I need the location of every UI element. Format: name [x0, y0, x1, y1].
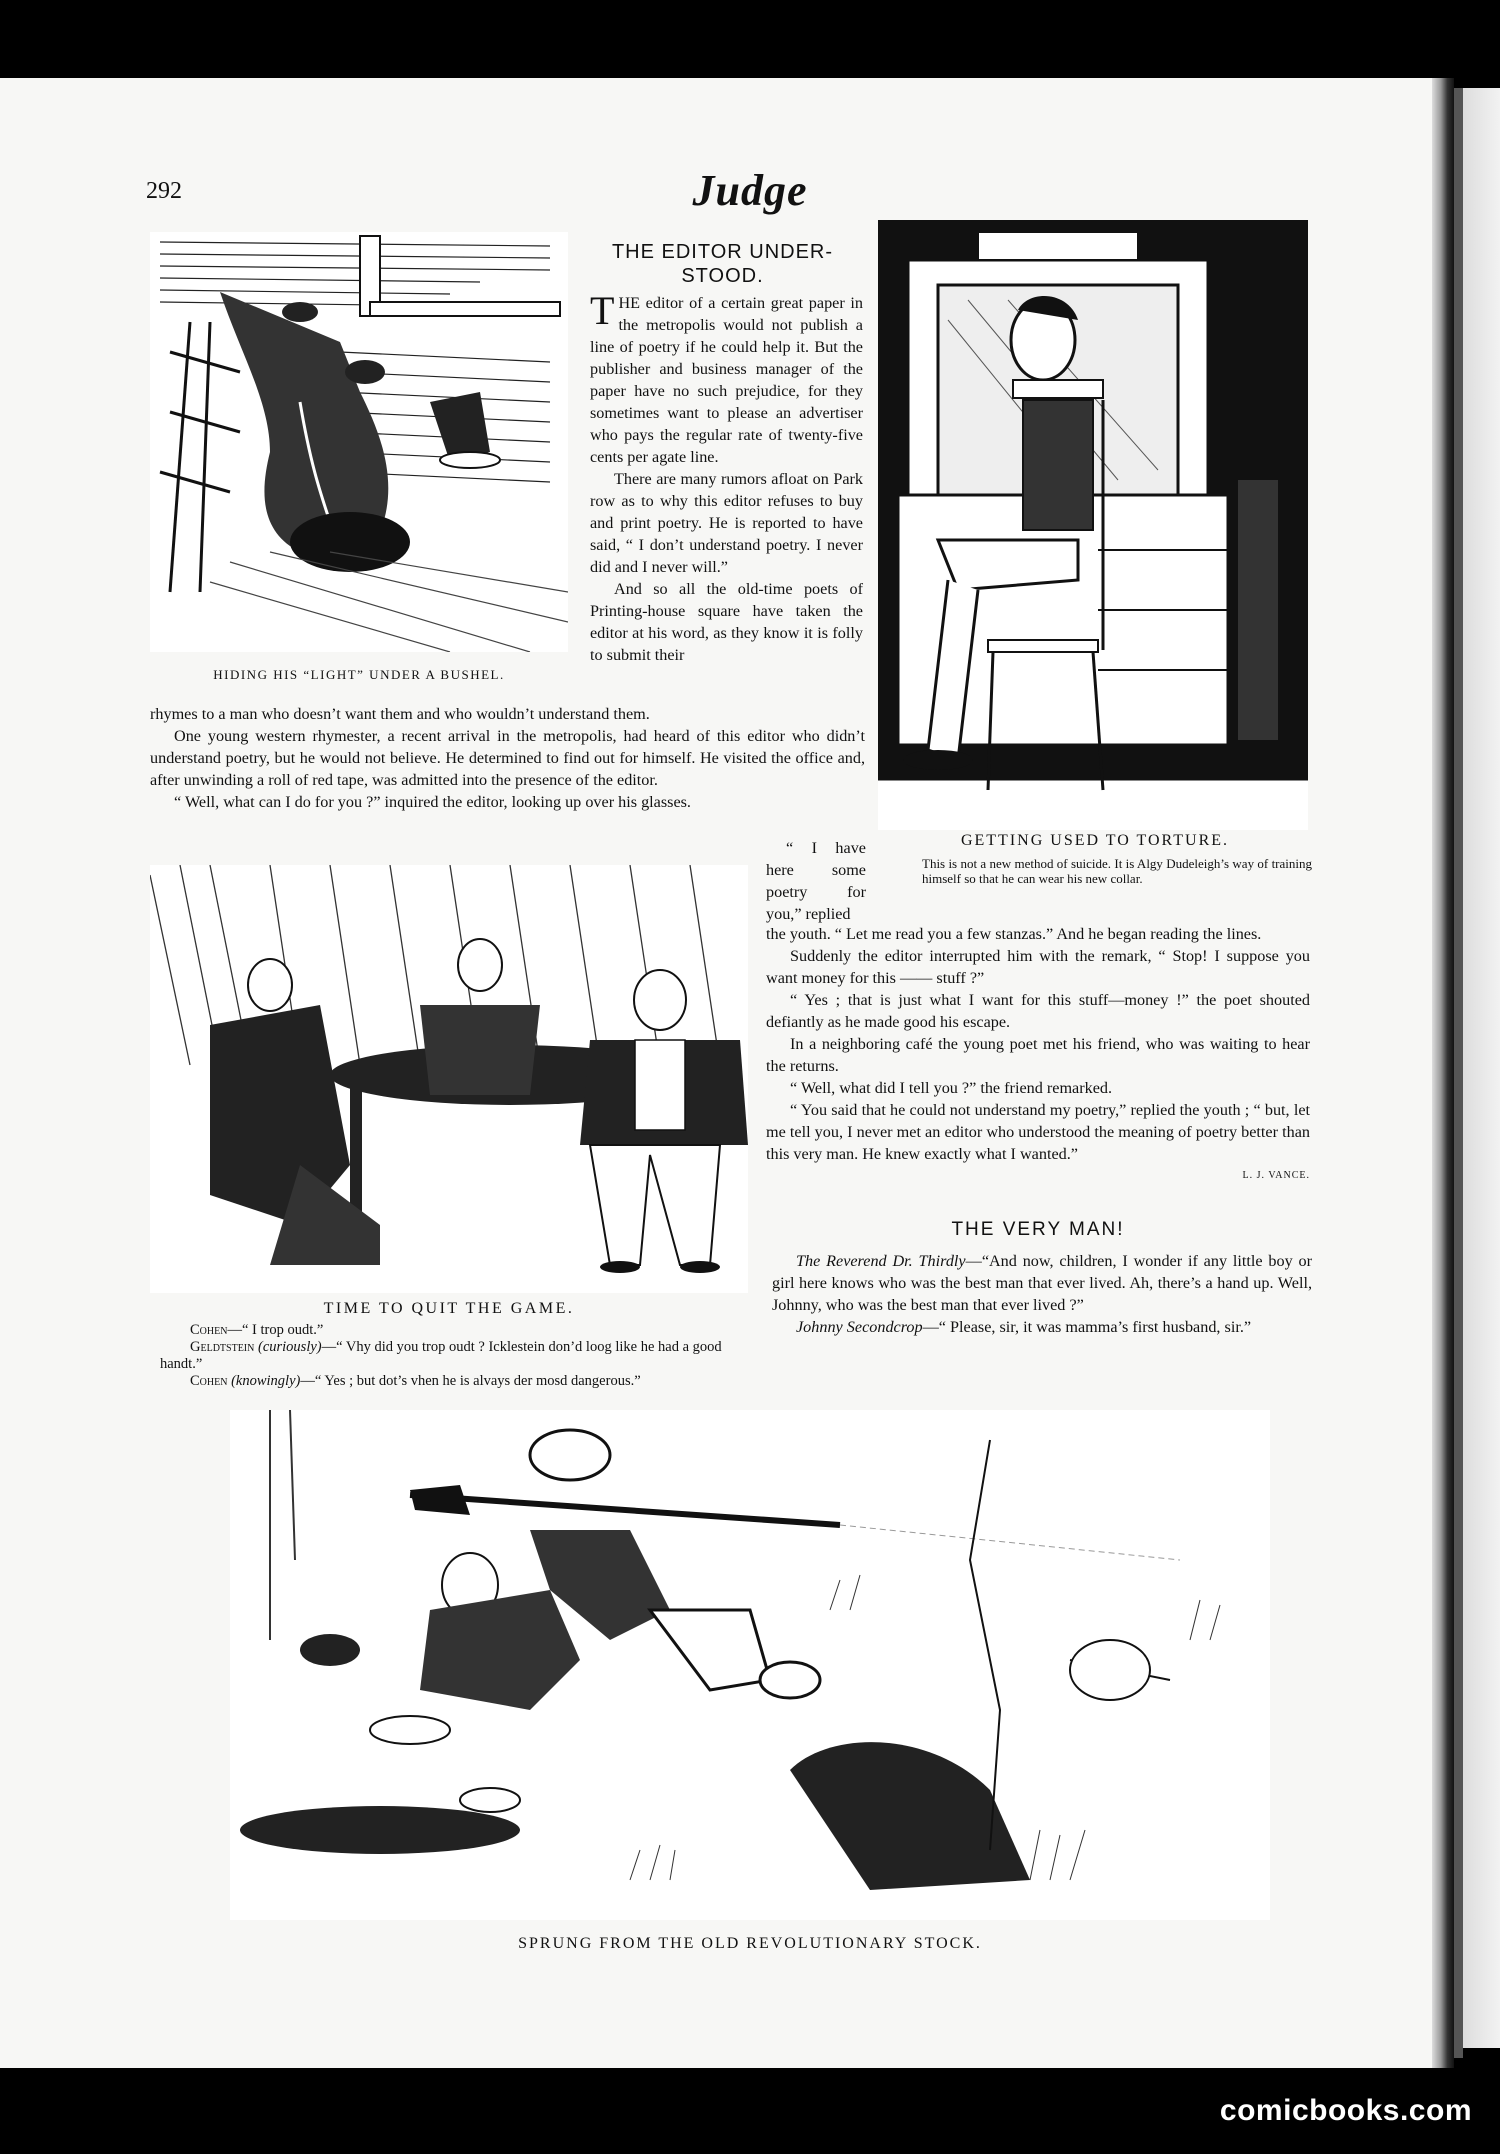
illustration-bushel	[150, 232, 568, 652]
story-paragraph-3-cont: rhymes to a man who doesn’t want them and who wouldn’t understand them.	[150, 705, 650, 723]
story-paragraph-4: One young western rhymester, a recent arrival in the metropolis, had heard of this editor who didn’t understand poetry, but he would not believe. He determined to find out for himself. He visited the office and, after unwinding a roll of red tape, was admitted into the presence of the editor.	[150, 727, 865, 789]
subcaption-torture: This is not a new method of suicide. It is Algy Dudeleigh’s way of training himself so that he can wear his new collar.	[922, 856, 1312, 886]
story-paragraph-5: “ Well, what can I do for you ?” inquired the editor, looking up over his glasses.	[174, 793, 691, 811]
story-title-line1: THE EDITOR UNDER-	[611, 241, 834, 263]
story-paragraph-9: In a neighboring café the young poet met his friend, who was waiting to hear the returns.	[766, 1035, 1310, 1075]
story2-column	[772, 1250, 1312, 1338]
story-column-1	[590, 288, 863, 666]
story-paragraph-7: Suddenly the editor interrupted him with the remark, “ Stop! I suppose you want money for this —— stuff ?”	[766, 947, 1310, 987]
masthead: Judge	[692, 166, 808, 215]
story-paragraph-2: There are many rumors afloat on Park row as to why this editor refuses to buy and print poetry. He is reported to have said, “ I don’t understand poetry. I never did and I never will.”	[590, 470, 863, 576]
story-paragraph-11: “ You said that he could not understand my poetry,” replied the youth ; “ but, let me tell you, I never met an editor who understood the meaning of poetry better than this very man. He knew exactly what I wanted.”	[766, 1101, 1310, 1163]
story-paragraph-1: HE editor of a certain great paper in the metropolis would not publish a line of poetry if he could help it. But the publisher and business manager of the paper have no such prejudice, for they sometimes want to please an advertiser who pays the regular rate of twenty-five cents per agate line.	[590, 294, 863, 466]
story-column-right	[766, 923, 1310, 1187]
illustration-torture	[878, 220, 1308, 830]
story-title	[580, 240, 865, 288]
page-number: 292	[146, 178, 182, 204]
story-title-line2: STOOD.	[681, 265, 764, 287]
caption-stock: SPRUNG FROM THE OLD REVOLUTIONARY STOCK.	[518, 1935, 982, 1952]
game-dialog-line-1: Cohen—“ I trop oudt.”	[190, 1322, 324, 1338]
story2-title: THE VERY MAN!	[951, 1219, 1125, 1240]
caption-bushel: HIDING HIS “LIGHT” UNDER A BUSHEL.	[213, 667, 505, 682]
drop-cap: T	[590, 288, 615, 333]
story-column-wide	[150, 703, 865, 813]
game-dialog-line-3: Cohen (knowingly)—“ Yes ; but dot’s vhen he is alvays der mosd dangerous.”	[190, 1373, 641, 1389]
story-paragraph-10: “ Well, what did I tell you ?” the friend remarked.	[790, 1079, 1113, 1097]
story-byline: L. J. VANCE.	[1242, 1170, 1310, 1181]
illustration-game	[150, 865, 748, 1293]
story-paragraph-6a: “ I have here some poetry for you,” replied	[766, 839, 866, 923]
story2-line-1: The Reverend Dr. Thirdly—“And now, children, I wonder if any little boy or girl here knows who was the best man that ever lived. Ah, there’s a hand up. Well, Johnny, who was the best man that ever lived ?”	[772, 1252, 1313, 1314]
story-paragraph-8: “ Yes ; that is just what I want for this stuff—money !” the poet shouted defiantly as he made good his escape.	[766, 991, 1310, 1031]
book-spine-shadow	[1454, 88, 1463, 2058]
watermark: comicbooks.com	[1219, 2094, 1472, 2127]
caption-game: TIME TO QUIT THE GAME.	[323, 1300, 575, 1317]
story-paragraph-6b: the youth. “ Let me read you a few stanzas.” And he began reading the lines.	[766, 925, 1262, 943]
game-dialog	[160, 1322, 750, 1390]
story-paragraph-3: And so all the old-time poets of Printing-house square have taken the editor at his word, as they know it is folly to submit their	[590, 580, 863, 664]
story-column-narrow	[766, 837, 866, 925]
next-page-edge	[1463, 88, 1500, 2048]
story2-line-2: Johnny Secondcrop—“ Please, sir, it was mamma’s first husband, sir.”	[796, 1318, 1252, 1336]
illustration-stock	[230, 1410, 1270, 1920]
caption-torture: GETTING USED TO TORTURE.	[960, 832, 1230, 849]
game-dialog-line-2: Geldtstein (curiously)—“ Vhy did you trop oudt ? Icklestein don’d loog like he had a good handt.”	[160, 1339, 722, 1372]
book-spine	[1432, 78, 1454, 2068]
